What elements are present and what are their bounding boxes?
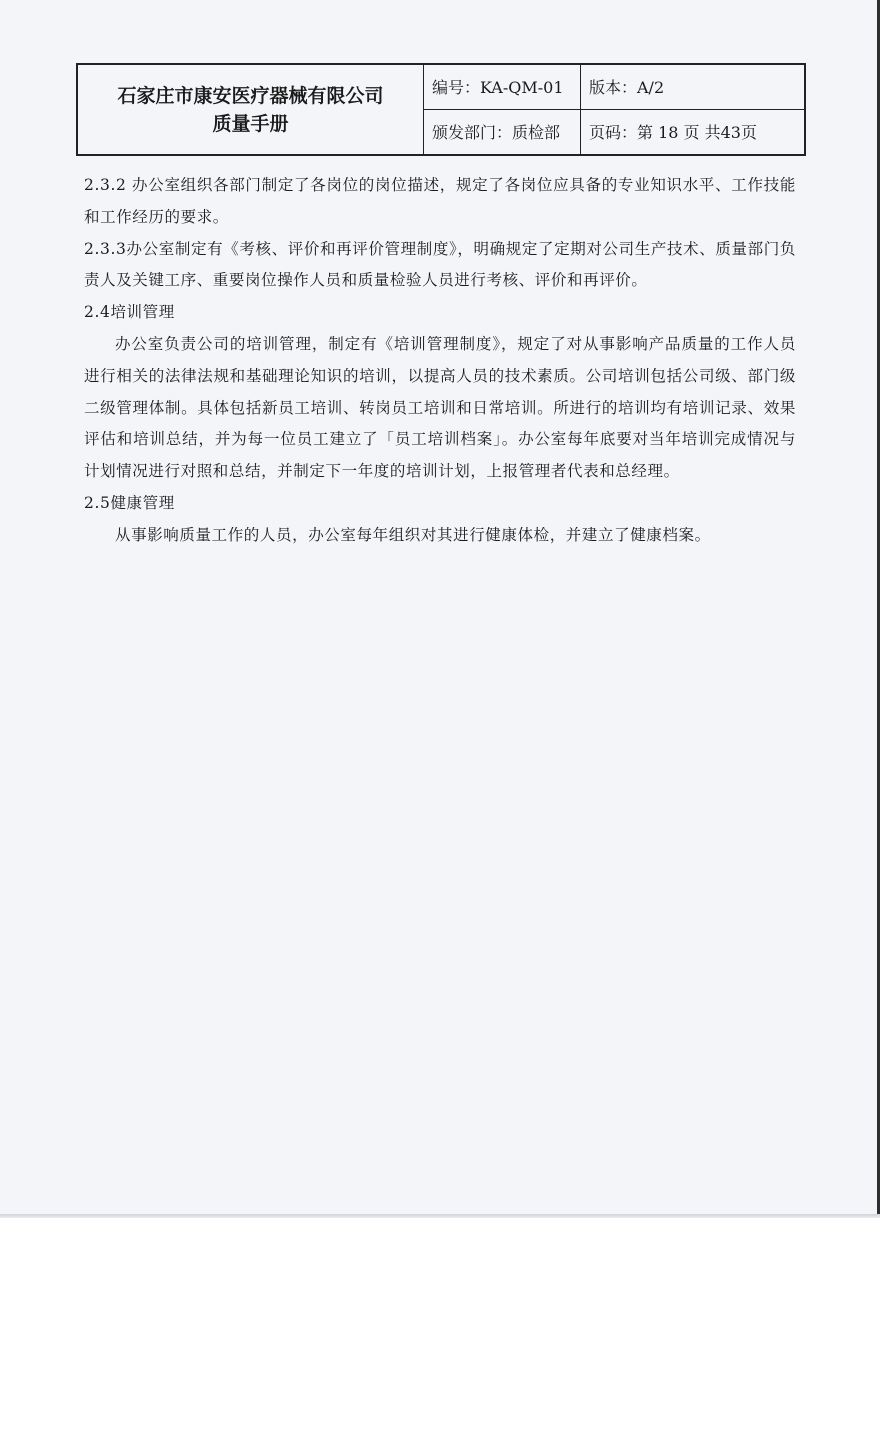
page-number-cell — [581, 110, 804, 155]
paragraph-2-4: 办公室负责公司的培训管理，制定有《培训管理制度》，规定了对从事影响产品质量的工作人员进行相关的法律法规和基础理论知识的培训，以提高人员的技术素质。公司培训包括公司级、部门级二级管理体制。具体包括新员工培训、转岗员工培训和日常培训。所进行的培训均有培训记录、效果评估和培训总结，并为每一位员工建立了「员工培训档案」。办公室每年底要对当年培训完成情况与计划情况进行对照和总结，并制定下一年度的培训计划，上报管理者代表和总经理。 — [84, 334, 796, 481]
issuing-dept: 颁发部门：质检部 — [432, 123, 561, 143]
paragraph-2-3-3: 2.3.3办公室制定有《考核、评价和再评价管理制度》，明确规定了定期对公司生产技术、质量部门负责人及关键工序、重要岗位操作人员和质量检验人员进行考核、评价和再评价。 — [84, 239, 796, 290]
company-cell — [78, 65, 424, 154]
doc-code: 编号：KA-QM-01 — [432, 78, 564, 98]
issuing-dept-cell — [424, 110, 581, 155]
version-cell — [581, 65, 804, 110]
doc-code-cell — [424, 65, 581, 110]
document-body — [84, 170, 796, 552]
manual-title: 质量手册 — [212, 112, 289, 135]
page-edge-shadow — [0, 1214, 880, 1218]
company-name: 石家庄市康安医疗器械有限公司 — [117, 84, 384, 107]
paragraph-2-3-2: 2.3.2 办公室组织各部门制定了各岗位的岗位描述，规定了各岗位应具备的专业知识水平、工作技能和工作经历的要求。 — [84, 176, 796, 226]
section-heading-2-4: 2.4培训管理 — [84, 303, 175, 322]
document-header-table — [76, 63, 806, 156]
section-heading-2-5: 2.5健康管理 — [84, 493, 175, 512]
version: 版本：A/2 — [589, 78, 665, 98]
paragraph-2-5: 从事影响质量工作的人员，办公室每年组织对其进行健康体检，并建立了健康档案。 — [115, 525, 711, 544]
page-number: 页码：第 18 页 共43页 — [589, 123, 757, 143]
